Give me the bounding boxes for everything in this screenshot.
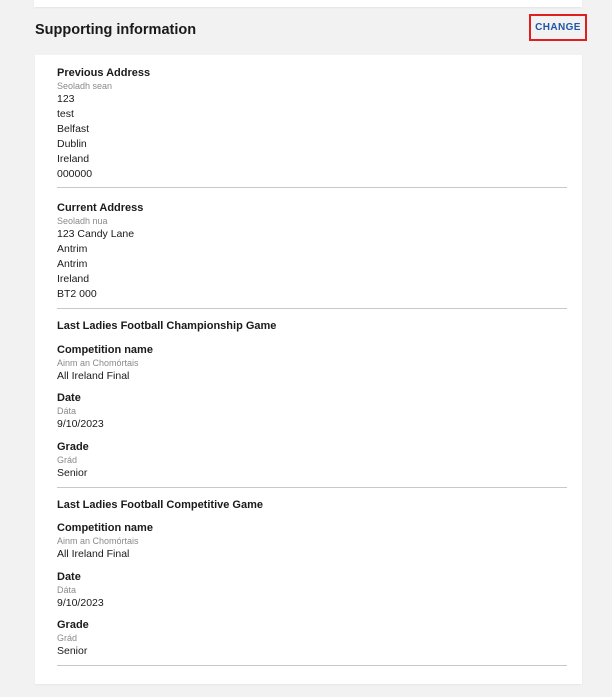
championship-competition xyxy=(57,343,567,384)
competition-name-label: Competition name xyxy=(57,344,153,356)
previous-address-label: Previous Address xyxy=(57,67,151,79)
previous-address-line: 000000 xyxy=(57,168,93,180)
current-address-line: Ireland xyxy=(57,273,90,285)
date-label: Date xyxy=(57,392,81,404)
previous-address-line: Ireland xyxy=(57,153,90,165)
competitive-grade xyxy=(57,618,567,659)
grade-value: Senior xyxy=(57,645,88,657)
previous-address-sublabel: Seoladh sean xyxy=(57,81,113,91)
current-address-line: BT2 000 xyxy=(57,288,97,300)
previous-address-line: test xyxy=(57,108,74,120)
section-header xyxy=(35,14,585,46)
date-sublabel: Dáta xyxy=(57,585,77,595)
grade-sublabel: Grád xyxy=(57,455,78,465)
current-address-line: Antrim xyxy=(57,258,88,270)
current-address xyxy=(57,201,567,302)
section-title: Supporting information xyxy=(35,22,197,38)
current-address-sublabel: Seoladh nua xyxy=(57,216,108,226)
competitive-date xyxy=(57,570,567,611)
divider xyxy=(57,308,567,309)
competitive-game-title: Last Ladies Football Competitive Game xyxy=(57,499,263,511)
divider xyxy=(57,187,567,188)
current-address-label: Current Address xyxy=(57,202,144,214)
competition-name-sublabel: Ainm an Chomórtais xyxy=(57,358,139,368)
date-value: 9/10/2023 xyxy=(57,418,104,430)
championship-grade xyxy=(57,440,567,481)
competitive-competition xyxy=(57,521,567,562)
competition-name-value: All Ireland Final xyxy=(57,370,130,382)
supporting-info-card xyxy=(35,55,582,684)
date-value: 9/10/2023 xyxy=(57,597,104,609)
previous-address-line: Belfast xyxy=(57,123,90,135)
change-button[interactable]: CHANGE xyxy=(529,14,587,41)
date-sublabel: Dáta xyxy=(57,406,77,416)
divider xyxy=(57,665,567,666)
current-address-line: 123 Candy Lane xyxy=(57,228,135,240)
previous-section-card xyxy=(34,0,582,7)
grade-label: Grade xyxy=(57,441,89,453)
competition-name-value: All Ireland Final xyxy=(57,548,130,560)
previous-address xyxy=(57,66,567,182)
competition-name-sublabel: Ainm an Chomórtais xyxy=(57,536,139,546)
date-label: Date xyxy=(57,571,81,583)
current-address-line: Antrim xyxy=(57,243,88,255)
grade-label: Grade xyxy=(57,619,89,631)
championship-game-title: Last Ladies Football Championship Game xyxy=(57,320,277,332)
championship-date xyxy=(57,391,567,432)
divider xyxy=(57,487,567,488)
grade-value: Senior xyxy=(57,467,88,479)
previous-address-line: 123 xyxy=(57,93,75,105)
grade-sublabel: Grád xyxy=(57,633,78,643)
previous-address-line: Dublin xyxy=(57,138,87,150)
competition-name-label: Competition name xyxy=(57,522,153,534)
